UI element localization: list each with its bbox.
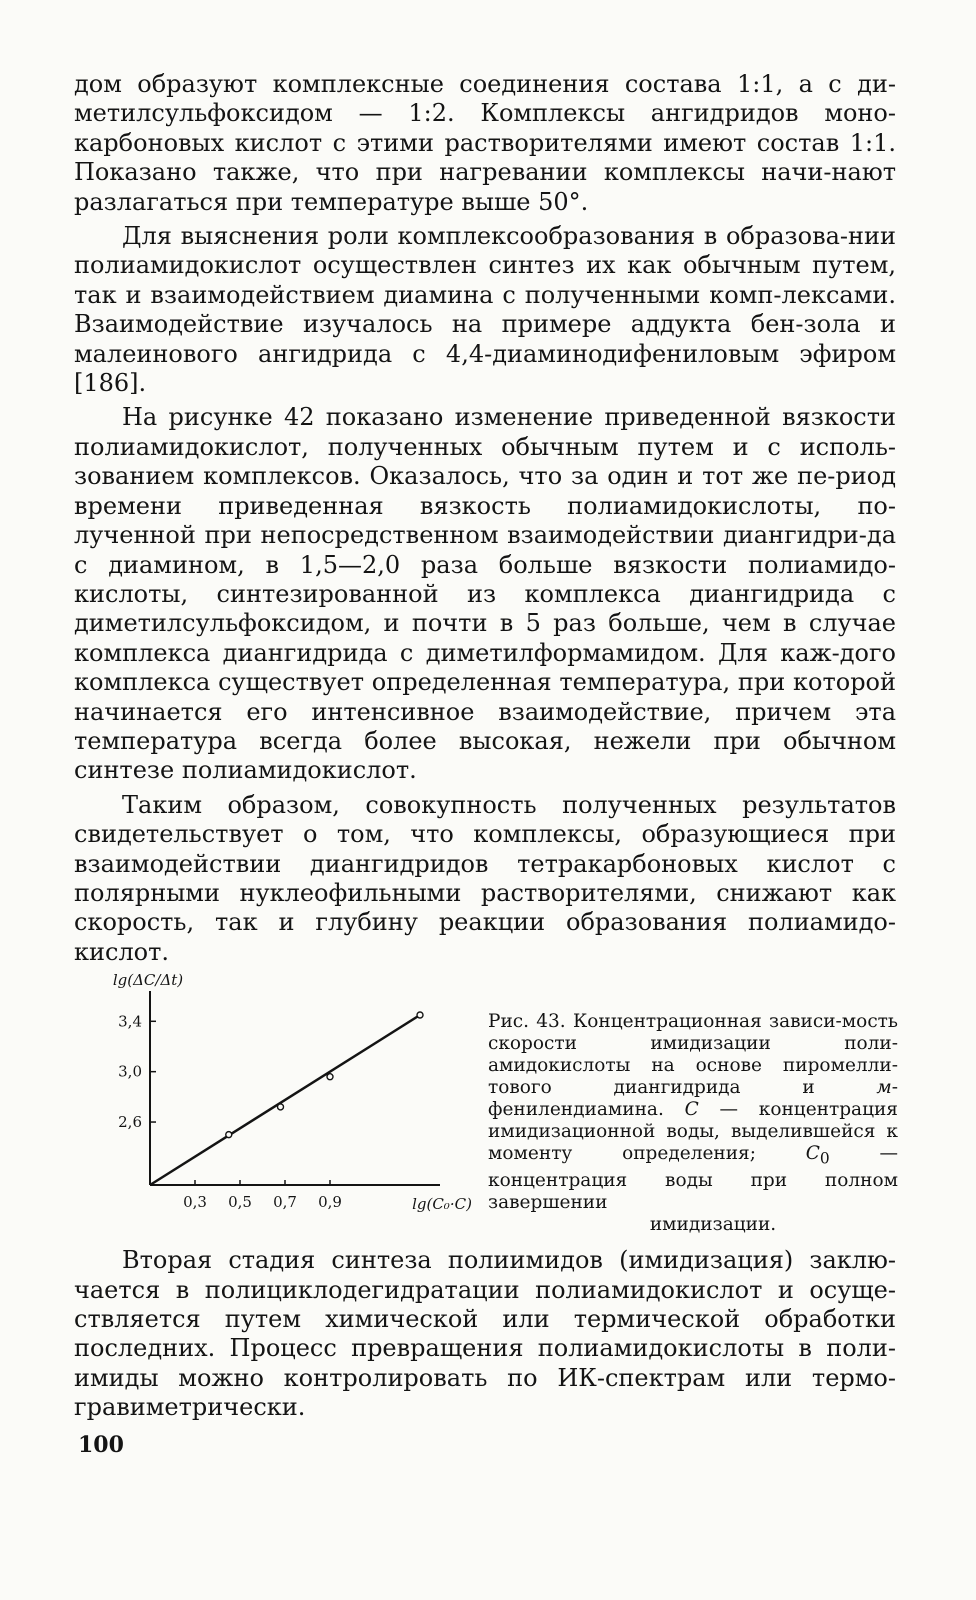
series-line <box>150 1015 420 1185</box>
paragraph-1: дом образуют комплексные соединения состава 1:1, а с ди-метилсульфоксидом — 1:2. Комплексы ангидридов моно-карбоновых кислот с этими растворителями имеют состав 1:1. Показано также, что при нагревании комплексы начи-нают разлагаться при температуре выше 50°. <box>74 70 896 216</box>
concentration-chart <box>74 971 494 1241</box>
page-number: 100 <box>78 1432 124 1458</box>
y-axis-label: lg(ΔC/Δt) <box>112 971 184 990</box>
data-point <box>278 1104 284 1110</box>
chart-svg <box>74 971 494 1241</box>
paragraph-2: Для выяснения роли комплексообразования в образова-нии полиамидокислот осуществлен синтез их как обычным путем, так и взаимодействием диамина с полученными комп-лексами. Взаимодействие изучалось на примере аддукта бен-зола и малеинового ангидрида с 4,4-диаминодифениловым эфиром [186]. <box>74 222 896 398</box>
x-tick-label: 0,3 <box>183 1193 207 1212</box>
caption-c0-sub: 0 <box>819 1149 830 1168</box>
x-tick-label: 0,7 <box>273 1193 297 1212</box>
caption-c-symbol: C <box>684 1099 699 1121</box>
caption-line-1: Рис. 43. Концентрационная зависи-мость скорости имидизации поли-амидокислоты на основе пиромелли-тового диангидрида и <box>488 1011 898 1099</box>
figure-43 <box>74 971 896 1241</box>
x-tick-label: 0,5 <box>228 1193 252 1212</box>
x-tick-label: 0,9 <box>318 1193 342 1212</box>
caption-line-2: -фенилендиамина. <box>488 1077 898 1121</box>
figure-caption <box>488 1011 898 1236</box>
paragraph-3: На рисунке 42 показано изменение приведенной вязкости полиамидокислот, полученных обычным путем и с исполь-зованием комплексов. Оказалось, что за один и тот же пе-риод времени приведенная вязкость полиамидокислоты, по-лученной при непосредственном взаимодействии диангидри-да с диамином, в 1,5—2,0 раза больше вязкости полиамидо-кислоты, синтезированной из комплекса диангидрида с диметилсульфоксидом, и почти в 5 раз больше, чем в случае комплекса диангидрида с диметилформамидом. Для каж-дого комплекса существует определенная температура, при которой начинается его интенсивное взаимодействие, причем эта температура всегда более высокая, нежели при обычном синтезе полиамидокислот. <box>74 403 896 785</box>
data-point <box>417 1012 423 1018</box>
caption-m-prefix: м <box>876 1077 892 1099</box>
y-tick-label: 3,4 <box>118 1012 142 1031</box>
caption-line-last: имидизации. <box>649 1213 777 1235</box>
page-body <box>74 70 896 1423</box>
x-axis-label: lg(C₀·C) <box>412 1195 472 1214</box>
data-point <box>226 1132 232 1138</box>
caption-line-3: — концентрация имидизационной воды, выделившейся к моменту определения; <box>488 1099 898 1165</box>
y-tick-label: 2,6 <box>118 1113 142 1132</box>
data-point <box>327 1074 333 1080</box>
caption-line-4: — концентрация воды при полном завершении <box>488 1143 898 1213</box>
y-tick-label: 3,0 <box>118 1062 142 1081</box>
paragraph-4: Таким образом, совокупность полученных результатов свидетельствует о том, что комплексы, образующиеся при взаимодействии диангидридов тетракарбоновых кислот с полярными нуклеофильными растворителями, снижают как скорость, так и глубину реакции образования полиамидо-кислот. <box>74 790 896 966</box>
paragraph-5: Вторая стадия синтеза полиимидов (имидизация) заклю-чается в полициклодегидратации полиамидокислот и осуще-ствляется путем химической или термической обработки последних. Процесс превращения полиамидокислоты в поли-имиды можно контролировать по ИК-спектрам или термо-гравиметрически. <box>74 1246 896 1422</box>
caption-c0-symbol: C <box>805 1143 820 1165</box>
